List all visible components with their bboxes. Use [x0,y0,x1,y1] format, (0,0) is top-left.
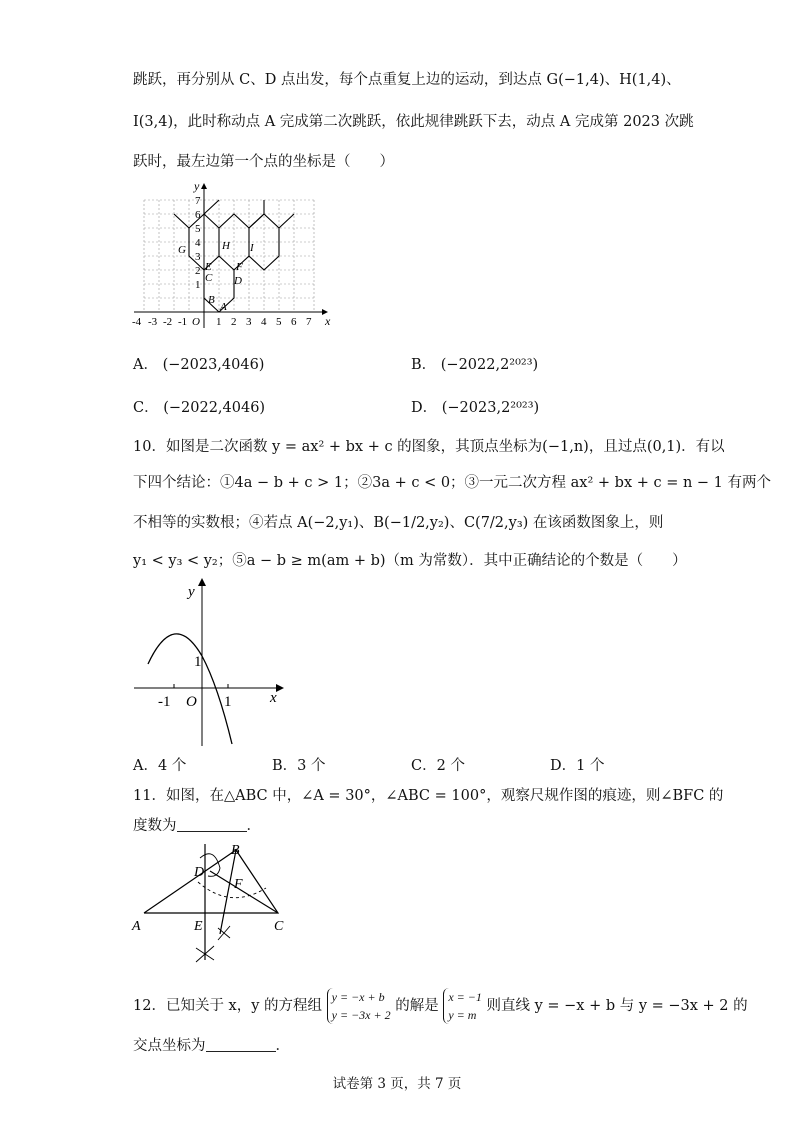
svg-text:6: 6 [291,316,297,328]
q10-option-d[interactable]: D．1 个 [550,758,605,774]
q11-line1: 11．如图，在△ABC 中，∠A = 30°，∠ABC = 100°，观察尺规作图的痕迹，则∠BFC 的 [133,788,724,804]
q10-line4: y₁ < y₃ < y₂；⑤a − b ≥ m(am + b)（m 为常数）．其中正确结论的个数是（ ） [133,553,687,569]
svg-text:B: B [231,843,240,858]
svg-text:1: 1 [216,316,222,328]
q11-bisector-line [220,850,236,934]
svg-text:5: 5 [276,316,282,328]
q11-segment-dc [210,871,278,913]
svg-text:2: 2 [195,265,201,277]
svg-text:-1: -1 [178,316,188,328]
q10-neg-one-label: -1 [158,694,171,710]
q9-option-b[interactable]: B． (−2022,2²⁰²³) [411,357,539,373]
svg-text:C: C [205,272,213,284]
svg-text:3: 3 [246,316,252,328]
q9-option-d[interactable]: D． (−2023,2²⁰²³) [411,400,540,416]
q11-answer-blank[interactable] [177,817,247,832]
svg-text:F: F [236,261,243,273]
q10-one-y-label: 1 [194,654,202,670]
svg-text:-3: -3 [148,316,158,328]
q12-line2: 交点坐标为 ． [133,1038,290,1054]
q9-y-ticks [195,195,201,291]
q10-parabola-figure [128,574,288,750]
q12-system-1: y = −x + b y = −3x + 2 [327,988,391,1024]
svg-text:B: B [208,294,215,306]
q10-y-label: y [188,584,195,600]
svg-text:6: 6 [195,209,201,221]
q11-line2: 度数为 ． [133,818,261,834]
svg-text:G: G [178,244,186,256]
svg-text:E: E [205,261,212,273]
svg-text:3: 3 [195,251,201,263]
svg-text:I: I [250,242,254,254]
svg-text:7: 7 [195,195,201,207]
q9-x-ticks [132,316,312,328]
q12-system-2: x = −1 y = m [443,988,482,1024]
svg-text:2: 2 [231,316,237,328]
svg-text:-2: -2 [163,316,173,328]
q9-point-labels [178,240,255,313]
q9-x-label: x [325,314,331,328]
q11-triangle-abc [144,850,278,913]
q10-x-label: x [270,690,277,706]
q10-one-x-label: 1 [224,694,232,710]
q9-line3: 跃时，最左边第一个点的坐标是（ ） [133,154,394,170]
svg-text:C: C [274,919,284,934]
svg-text:F: F [234,877,243,892]
q10-line2: 下四个结论：①4a − b + c > 1；②3a + c < 0；③一元二次方程 ax² + bx + c = n − 1 有两个 [133,475,772,491]
q9-origin-label: O [192,316,200,328]
q9-option-c[interactable]: C． (−2022,4046) [133,400,266,416]
svg-text:H: H [222,240,230,252]
svg-text:1: 1 [195,279,201,291]
q10-option-b[interactable]: B．3 个 [272,758,326,774]
q10-option-c[interactable]: C．2 个 [411,758,465,774]
svg-text:D: D [234,275,242,287]
q10-option-a[interactable]: A．4 个 [133,758,187,774]
svg-text:A: A [132,919,141,934]
q9-y-label: y [194,179,200,193]
q9-option-a[interactable]: A． (−2023,4046) [133,357,265,373]
q12-answer-blank[interactable] [206,1037,276,1052]
svg-text:7: 7 [306,316,312,328]
q11-triangle-figure [130,838,295,966]
svg-text:4: 4 [195,237,201,249]
svg-text:-4: -4 [132,316,142,328]
svg-text:4: 4 [261,316,267,328]
svg-text:E: E [194,919,203,934]
q10-origin-label: O [186,694,197,710]
q10-line3: 不相等的实数根；④若点 A(−2,y₁)、B(−1/2,y₂)、C(7/2,y₃) 在该函数图象上，则 [133,515,664,531]
svg-text:5: 5 [195,223,201,235]
q9-line2: I(3,4)，此时称动点 A 完成第二次跳跃，依此规律跳跃下去，动点 A 完成第 2023 次跳 [133,114,694,130]
q10-parabola-curve [148,634,232,744]
q9-jump-figure [130,178,340,330]
q12-line1: 12．已知关于 x，y 的方程组 y = −x + b y = −3x + 2 的解是 x = −1 y = m 则直线 y = −x + b 与 y = −3x + 2 的 [133,990,748,1022]
svg-text:D: D [194,865,205,880]
q9-line1: 跳跃，再分别从 C、D 点出发，每个点重复上边的运动，到达点 G(−1,4)、H(1,4)、 [133,72,681,88]
q9-grid [144,200,314,312]
q10-line1: 10．如图是二次函数 y = ax² + bx + c 的图象，其顶点坐标为(−1,n)，且过点(0,1)．有以 [133,439,725,455]
page-footer: 试卷第 3 页，共 7 页 [332,1076,462,1092]
svg-text:A: A [220,301,227,313]
